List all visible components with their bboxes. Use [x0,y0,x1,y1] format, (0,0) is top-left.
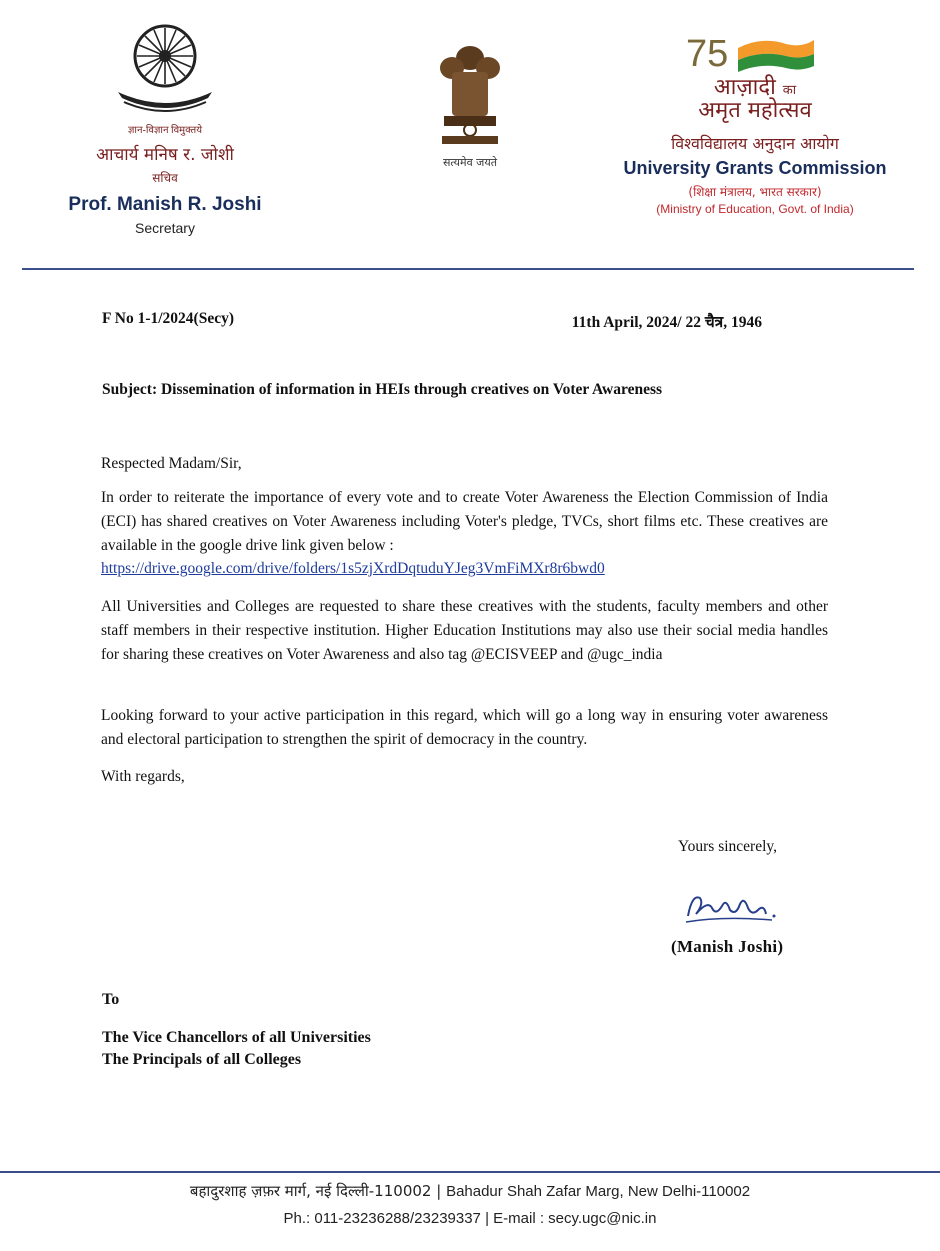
recipient-line: The Vice Chancellors of all Universities [102,1029,371,1046]
org-name-hindi: विश्वविद्यालय अनुदान आयोग [671,134,839,154]
ugc-secretary-block [40,18,290,236]
ministry-name: (Ministry of Education, Govt. of India) [656,202,854,217]
to-label: To [102,991,120,1008]
address-hindi: बहादुरशाह ज़फ़र मार्ग, नई दिल्ली-110002 [189,1182,432,1200]
email-address: E-mail : secy.ugc@nic.in [493,1210,657,1227]
closing-regards: With regards, [101,768,185,785]
handwritten-signature [682,886,782,933]
footer-divider [0,1171,940,1173]
google-drive-link[interactable]: https://drive.google.com/drive/folders/1s5zjXrdDqtuduYJeg3VmFiMXr8r6bwd0 [101,560,605,578]
paragraph-3: Looking forward to your active participation in this regard, which will go a long way in ensuring voter awareness and electoral participation to strengthen the spirit of democracy in the country. [101,707,828,748]
azadi-text [620,76,890,122]
azadi-ka: का [782,83,797,98]
org-name: University Grants Commission [623,158,887,179]
azadi-line1: आज़ादी [713,75,776,100]
secretary-name-hindi: आचार्य मनिष र. जोशी [96,145,234,165]
national-emblem-block [410,38,530,170]
paragraph-1 [101,486,828,581]
ugc-emblem-logo [40,18,290,118]
recipients [102,1027,371,1071]
reference-line [102,310,762,331]
footer-separator: | [436,1182,447,1200]
secretary-title-hindi: सचिव [152,171,178,185]
subject-line: Subject: Dissemination of information in HEIs through creatives on Voter Awareness [102,381,663,398]
paragraph-2: All Universities and Colleges are requested to share these creatives with the students, faculty members and other staff members in their respective institution. Higher Education Institutions may also use their social media handles for sharing these creatives on Voter Awareness and also tag @ECISVEEP and @ugc_india [101,598,828,663]
footer [0,1178,940,1232]
motto-tagline: ज्ञान-विज्ञान विमुक्तये [127,125,203,136]
ministry-hindi: (शिक्षा मंत्रालय, भारत सरकार) [688,185,822,200]
azadi-ka-amrit-mahotsav-logo [620,30,890,76]
paragraph-1-text: In order to reiterate the importance of every vote and to create Voter Awareness the Election Commission of India (ECI) has shared creatives on Voter Awareness including Voter's pledge, TVCs, short films etc. These creatives are available in the google drive link given below : [101,489,828,554]
footer-contact-line [0,1205,940,1232]
ugc-organisation-block [620,30,890,216]
recipient-line: The Principals of all Colleges [102,1051,302,1068]
emblem-motto: सत्यमेव जयते [442,156,497,169]
secretary-title: Secretary [135,220,195,236]
signatory-name: (Manish Joshi) [671,937,784,956]
phone-number: Ph.: 011-23236288/23239337 [283,1210,481,1227]
secretary-name: Prof. Manish R. Joshi [68,194,262,215]
address-english: Bahadur Shah Zafar Marg, New Delhi-110002 [446,1183,751,1200]
footer-separator: | [485,1210,494,1227]
file-number: F No 1-1/2024(Secy) [102,310,235,327]
letter-date: 11th April, 2024/ 22 चैत्र, 1946 [571,314,762,331]
azadi-line2: अमृत महोत्सव [698,98,812,124]
header-divider [22,268,914,270]
salutation: Respected Madam/Sir, [101,455,242,472]
logo-75-text: 75 [686,33,729,75]
signoff: Yours sincerely, [678,838,778,855]
footer-address-line [0,1178,940,1205]
ashoka-emblem-logo [410,38,530,153]
